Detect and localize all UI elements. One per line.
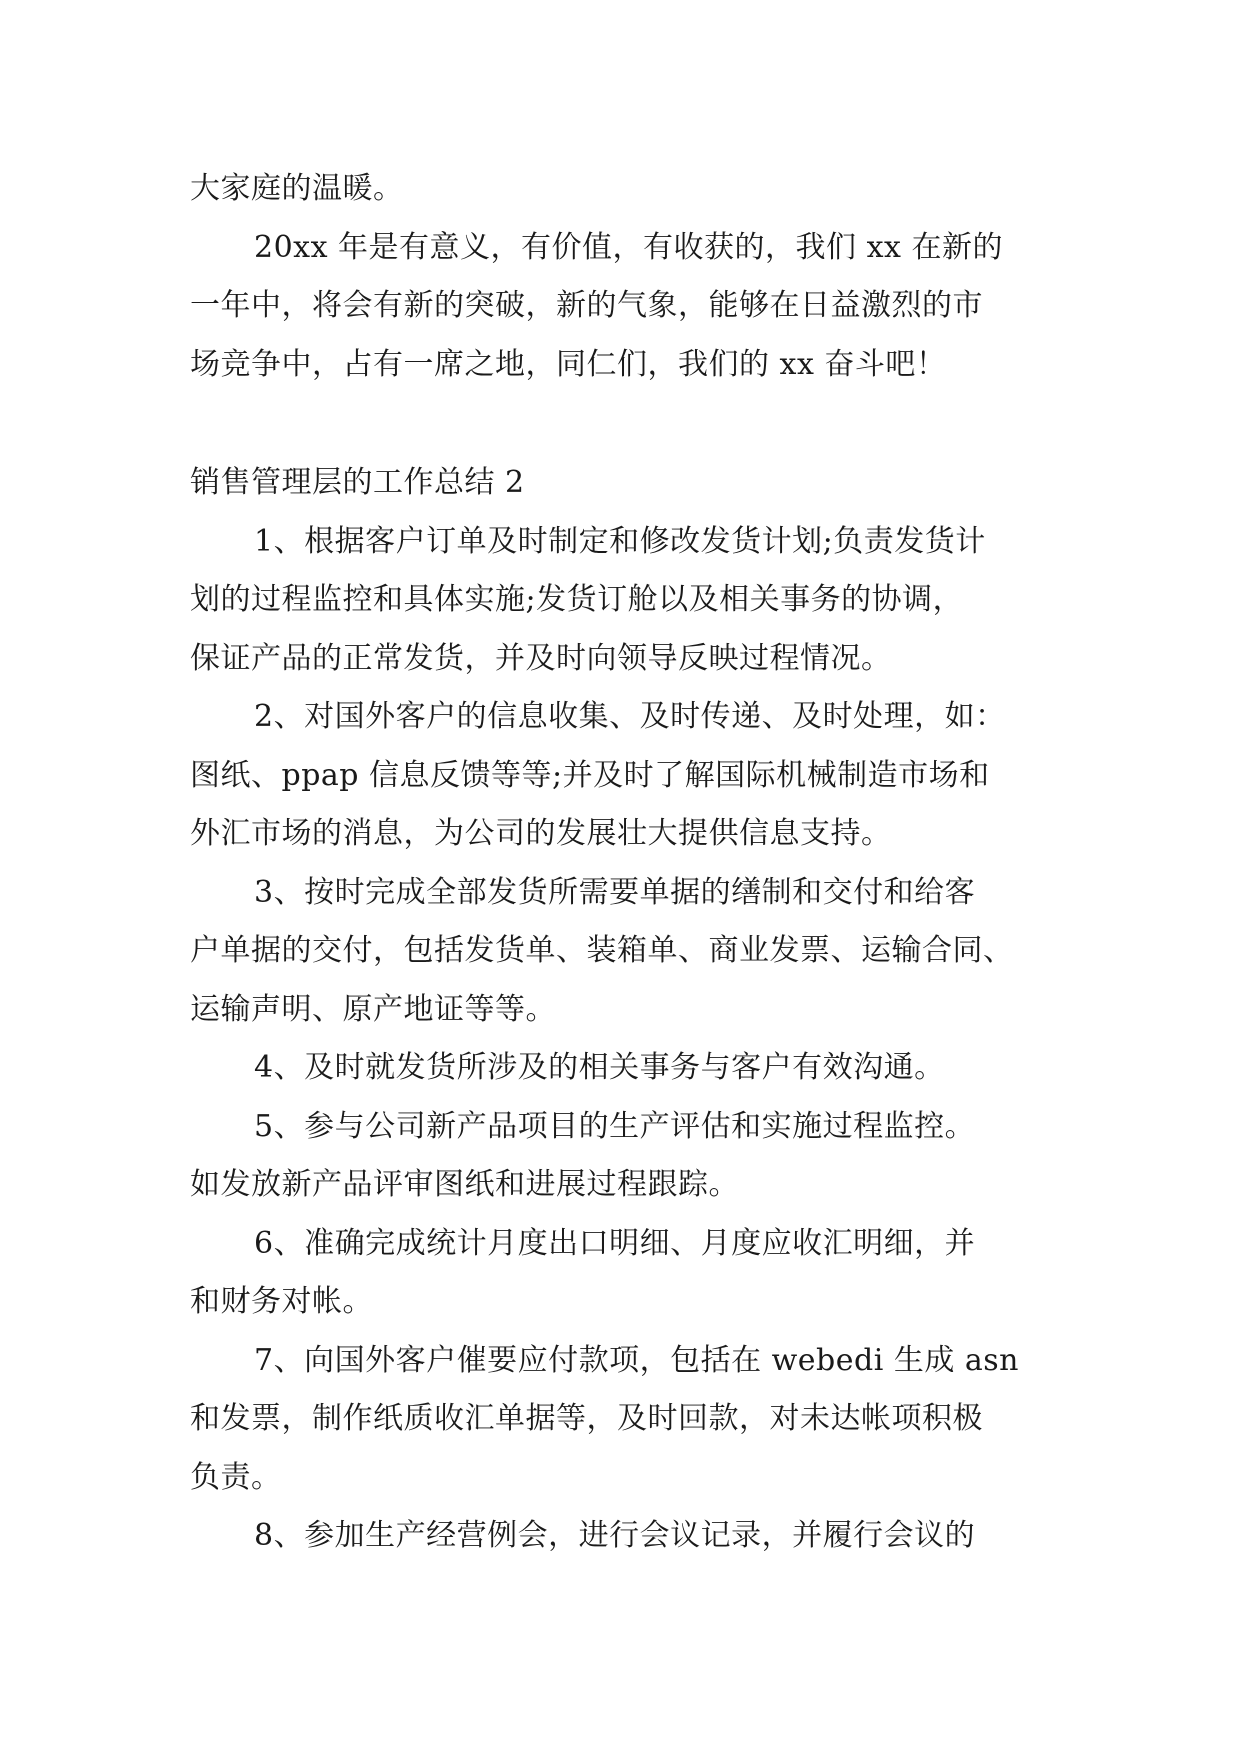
list-item-7: 7、向国外客户催要应付款项，包括在 webedi 生成 asn: [254, 1342, 1019, 1378]
text-line: 和财务对帐。: [190, 1284, 373, 1319]
text-line: 户单据的交付，包括发货单、装箱单、商业发票、运输合同、: [190, 933, 1014, 968]
text-line: 大家庭的温暖。: [190, 171, 404, 206]
text-line: 图纸、ppap 信息反馈等等;并及时了解国际机械制造市场和: [190, 757, 990, 793]
list-item-4: 4、及时就发货所涉及的相关事务与客户有效沟通。: [254, 1050, 945, 1085]
text-line: 和发票，制作纸质收汇单据等，及时回款，对未达帐项积极: [190, 1401, 983, 1436]
list-item-1: 1、根据客户订单及时制定和修改发货计划;负责发货计: [254, 523, 986, 559]
list-item-6: 6、准确完成统计月度出口明细、月度应收汇明细，并: [254, 1225, 976, 1261]
section-heading: 销售管理层的工作总结 2: [190, 465, 525, 500]
text-line: 一年中，将会有新的突破，新的气象，能够在日益激烈的市: [190, 288, 983, 323]
text-line: 外汇市场的消息，为公司的发展壮大提供信息支持。: [190, 816, 892, 851]
text-line: 场竞争中，占有一席之地，同仁们，我们的 xx 奋斗吧！: [190, 346, 947, 382]
text-line: 划的过程监控和具体实施;发货订舱以及相关事务的协调，: [190, 582, 964, 617]
text-line: 保证产品的正常发货，并及时向领导反映过程情况。: [190, 640, 892, 676]
text-line: 负责。: [190, 1459, 282, 1495]
text-line: 如发放新产品评审图纸和进展过程跟踪。: [190, 1167, 739, 1202]
paragraph-start: 20xx 年是有意义，有价值，有收获的，我们 xx 在新的: [254, 229, 1003, 265]
list-item-5: 5、参与公司新产品项目的生产评估和实施过程监控。: [254, 1108, 976, 1144]
text-line: 运输声明、原产地证等等。: [190, 991, 556, 1027]
document-body: [190, 160, 1050, 1566]
list-item-3: 3、按时完成全部发货所需要单据的缮制和交付和给客: [254, 874, 976, 910]
list-item-2: 2、对国外客户的信息收集、及时传递、及时处理，如：: [254, 699, 1006, 734]
list-item-8: 8、参加生产经营例会，进行会议记录，并履行会议的: [254, 1518, 976, 1553]
